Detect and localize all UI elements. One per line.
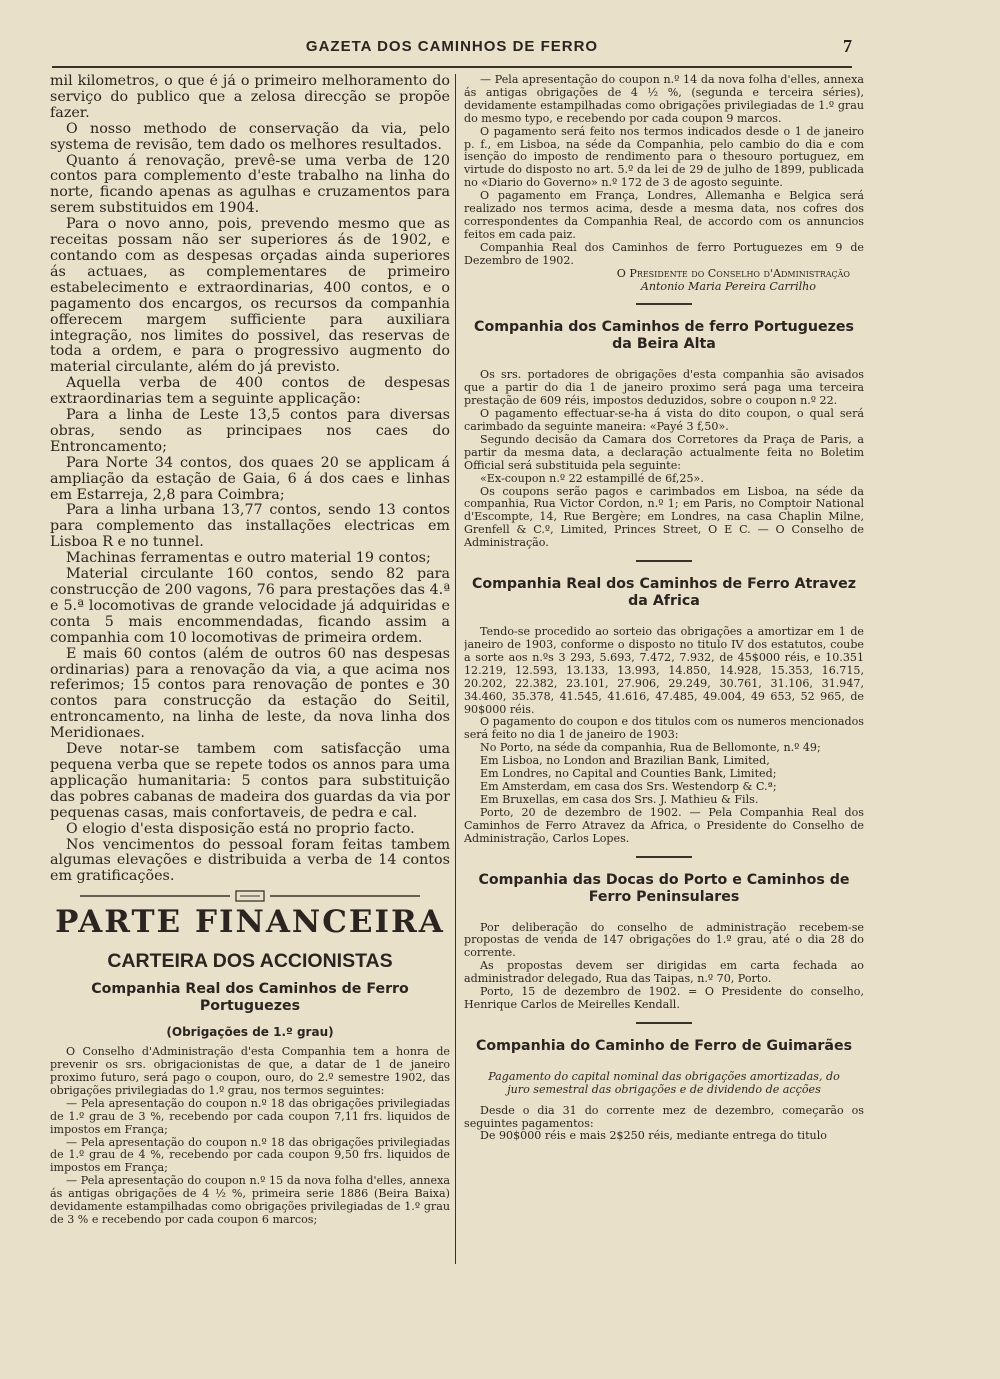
paragraph: Segundo decisão da Camara dos Corretores da Praça de Paris, a partir da mesma data, a declaração actualmente feita no Boletim Official será substituida pela seguinte: <box>464 432 864 472</box>
paragraph: De 90$000 réis e mais 2$250 réis, mediante entrega do titulo <box>480 1129 827 1143</box>
paragraph: Porto, 15 de dezembro de 1902. = O Presidente do conselho, Henrique Carlos de Meirelles Kendall. <box>464 985 864 1011</box>
paragraph: Para a linha urbana 13,77 contos, sendo 13 contos para complemento das installações electricas em Lisboa R e no tunnel. <box>50 502 450 551</box>
signature-title: O Presidente do Conselho d'Administração <box>616 266 850 280</box>
paragraph: Por deliberação do conselho de administração recebem-se propostas de venda de 147 obrigações do 1.º grau, até o dia 28 do corrente. <box>464 920 864 960</box>
paragraph: Aquella verba de 400 contos de despesas extraordinarias tem a seguinte applicação: <box>50 375 450 408</box>
paragraph: O Conselho d'Administração d'esta Companhia tem a honra de prevenir os srs. obrigacionistas de que, a datar de 1 de janeiro proximo futuro, será pago o coupon, ouro, do 2.º semestre 1902, das obrigações privilegiadas do 1.º grau, nos termos seguintes: <box>50 1045 450 1097</box>
paragraph: — Pela apresentação do coupon n.º 18 das obrigações privilegiadas de 1.º grau de 4 %, recebendo por cada coupon 9,50 frs. liquidos de impostos em França; <box>50 1135 450 1175</box>
paragraph: E mais 60 contos (além de outros 60 nas despesas ordinarias) para a renovação da via, a que acima nos referimos; 15 contos para renovação de pontes e 30 contos para construcção da estação do Seitil, entroncamento, na linha de leste, da nova linha dos Meridionaes. <box>50 645 450 742</box>
section-rule <box>636 856 692 858</box>
paragraph: As propostas devem ser dirigidas em carta fechada ao administrador delegado, Rua das Taipas, n.º 70, Porto. <box>464 959 864 986</box>
page-number: 7 <box>843 36 852 56</box>
paragraph: Material circulante 160 contos, sendo 82 para construcção de 200 vagons, 76 para prestações das 4.ª e 5.ª locomotivas de grande velocidade já adquiridas e conta 5 mais encommendadas, ficando assim a companhia com 10 locomotivas de primeira ordem. <box>50 566 450 646</box>
company-heading: Companhia dos Caminhos de ferro Portuguezes da Beira Alta <box>474 319 854 353</box>
paragraph: — Pela apresentação do coupon n.º 15 da nova folha d'elles, annexa ás antigas obrigações de 4 ½ %, primeira serie 1886 (Beira Baixa) devidamente estampilhadas como obrigações privilegiadas de 1.º grau de 3 % e recebendo por cada coupon 6 marcos; <box>50 1174 450 1226</box>
section-title: CARTEIRA DOS ACCIONISTAS <box>107 950 393 973</box>
paragraph: Em Lisboa, no London and Brazilian Bank, Limited, <box>480 754 770 768</box>
paragraph: Deve notar-se tambem com satisfacção uma pequena verba que se repete todos os annos para uma applicação humanitaria: 5 contos para substituição das pobres cabanas de madeira dos guardas da via por pequenas casas, mais confortaveis, de pedra e cal. <box>50 741 450 821</box>
paragraph: Tendo-se procedido ao sorteio das obrigações a amortizar em 1 de janeiro de 1903, conforme o disposto no titulo IV dos estatutos, coube a sorte aos n.ºs 3 293, 5.693, 7.472, 7.932, de 45$000 réis, e 10.351 12.219, 12.593, 13.133, 13.993, 14.850, 14.928, 15.353, 16.715, 20.202, 22.382, 23.101, 27.906, 29.249, 30.761, 31.106, 31.947, 34.460, 35.378, 41.545, 41.616, 47.485, 49.004, 49 653, 52 965, de 90$000 réis. <box>464 625 864 716</box>
paragraph: Para a linha de Leste 13,5 contos para diversas obras, sendo as principaes nos caes do Entroncamento; <box>50 407 450 455</box>
paragraph: O elogio d'esta disposição está no proprio facto. <box>66 820 415 837</box>
paragraph: Quanto á renovação, prevê-se uma verba de 120 contos para complemento d'este trabalho na linha do norte, ficando apenas as agulhas e cruzamentos para serem substituidos em 1904. <box>50 152 450 217</box>
column-divider <box>455 74 456 1264</box>
paragraph: Em Amsterdam, em casa dos Srs. Westendorp & C.ª; <box>480 779 777 793</box>
ornament-divider <box>50 887 450 901</box>
paragraph: No Porto, na séde da companhia, Rua de Bellomonte, n.º 49; <box>480 741 821 755</box>
paragraph: Porto, 20 de dezembro de 1902. — Pela Companhia Real dos Caminhos de Ferro Atravez da Africa, o Presidente do Conselho de Administração, Carlos Lopes. <box>464 805 864 845</box>
company-heading: Companhia das Docas do Porto e Caminhos de Ferro Peninsulares <box>478 871 850 905</box>
paragraph: O pagamento em França, Londres, Allemanha e Belgica será realizado nos termos acima, desde a mesma data, nos cofres dos correspondentes da Companhia Real, de accordo com os annuncios feitos em cada paiz. <box>464 189 864 241</box>
left-column <box>50 74 450 1264</box>
section-rule <box>636 560 692 562</box>
signature-name: Antonio Maria Pereira Carrilho <box>640 279 816 293</box>
paragraph: — Pela apresentação do coupon n.º 14 da nova folha d'elles, annexa ás antigas obrigações de 4 ½ %, (segunda e terceira séries), devidamente estampilhadas como obrigações privilegiadas de 1.º grau do mesmo typo, e recebendo por cada coupon 9 marcos. <box>464 74 864 125</box>
paragraph: Em Londres, no Capital and Counties Bank, Limited; <box>480 767 777 781</box>
paragraph: Para Norte 34 contos, dos quaes 20 se applicam á ampliação da estação de Gaia, 6 á dos caes e linhas em Estarreja, 2,8 para Coimbra; <box>50 454 450 503</box>
paragraph: Desde o dia 31 do corrente mez de dezembro, começarão os seguintes pagamentos: <box>464 1103 864 1130</box>
parte-financeira-title: PARTE FINANCEIRA <box>55 904 445 941</box>
paragraph: Nos vencimentos do pessoal foram feitas tambem algumas elevações e distribuida a verba de 14 contos em gratificações. <box>50 836 450 885</box>
paragraph: Os srs. portadores de obrigações d'esta companhia são avisados que a partir do dia 1 de janeiro proximo será paga uma terceira prestação de 609 réis, impostos deduzidos, sobre o coupon n.º 22. <box>464 368 864 408</box>
company-heading: Companhia do Caminho de Ferro de Guimarães <box>475 1037 853 1054</box>
section-rule <box>636 1022 692 1024</box>
paragraph: Machinas ferramentas e outro material 19 contos; <box>66 550 431 567</box>
paragraph: Os coupons serão pagos e carimbados em Lisboa, na séde da companhia, Rua Victor Cordon, n.º 1; em Paris, no Comptoir National d'Escompte, 14, Rue Bergère; em Londres, na casa Chaplin Milne, Grenfell & C.º, Limited, Princes Street, O E C. — O Conselho de Administração. <box>464 484 864 550</box>
paragraph: O pagamento effectuar-se-ha á vista do dito coupon, o qual será carimbado da seguinte maneira: «Payé 3 f,50». <box>464 407 864 434</box>
right-column <box>464 74 864 1264</box>
gazette-title: GAZETA DOS CAMINHOS DE FERRO <box>305 38 599 55</box>
italic-subheading: Pagamento do capital nominal das obrigações amortizadas, do juro semestral das obrigações e de dividendo de acções <box>488 1069 840 1096</box>
paragraph: Companhia Real dos Caminhos de ferro Portuguezes em 9 de Dezembro de 1902. <box>464 240 864 267</box>
paragraph: Em Bruxellas, em casa dos Srs. J. Mathieu & Fils. <box>480 792 759 806</box>
paragraph: O pagamento do coupon e dos titulos com os numeros mencionados será feito no dia 1 de janeiro de 1903: <box>464 715 864 742</box>
paragraph: mil kilometros, o que é já o primeiro melhoramento do serviço do publico que a zelosa direcção se propõe fazer. <box>50 74 450 121</box>
company-heading: Companhia Real dos Caminhos de Ferro Atravez da Africa <box>471 576 857 610</box>
paragraph: O nosso methodo de conservação da via, pelo systema de revisão, tem dado os melhores resultados. <box>50 120 450 153</box>
company-heading: Companhia Real dos Caminhos de Ferro Portuguezes <box>91 981 409 1015</box>
page-header <box>52 30 852 68</box>
paragraph: «Ex-coupon n.º 22 estampillé de 6f,25». <box>480 471 704 485</box>
paragraph: Para o novo anno, pois, prevendo mesmo que as receitas possam não ser superiores ás de 1902, e contando com as despesas orçadas ainda superiores ás actuaes, as complementares de primeiro estabelecimento e extraordinarias, 400 contos, e o pagamento dos encargos, os recursos da companhia offerecem margem sufficiente para auxiliara integração, nos limites do possivel, das reservas de toda a ordem, e para o progressivo augmento do material circulante, além do já previsto. <box>50 216 450 376</box>
subheading: (Obrigações de 1.º grau) <box>166 1025 334 1040</box>
section-rule <box>636 303 692 305</box>
paragraph: O pagamento será feito nos termos indicados desde o 1 de janeiro p. f., em Lisboa, na séde da Companhia, pelo cambio do dia e com isenção do imposto de rendimento para o thesouro portuguez, em virtude do disposto no art. 5.º da lei de 29 de julho de 1899, publicada no «Diario do Governo» n.º 172 de 3 de agosto seguinte. <box>464 124 864 190</box>
paragraph: — Pela apresentação do coupon n.º 18 das obrigações privilegiadas de 1.º grau de 3 %, recebendo por cada coupon 7,11 frs. liquidos de impostos em França; <box>50 1096 450 1136</box>
